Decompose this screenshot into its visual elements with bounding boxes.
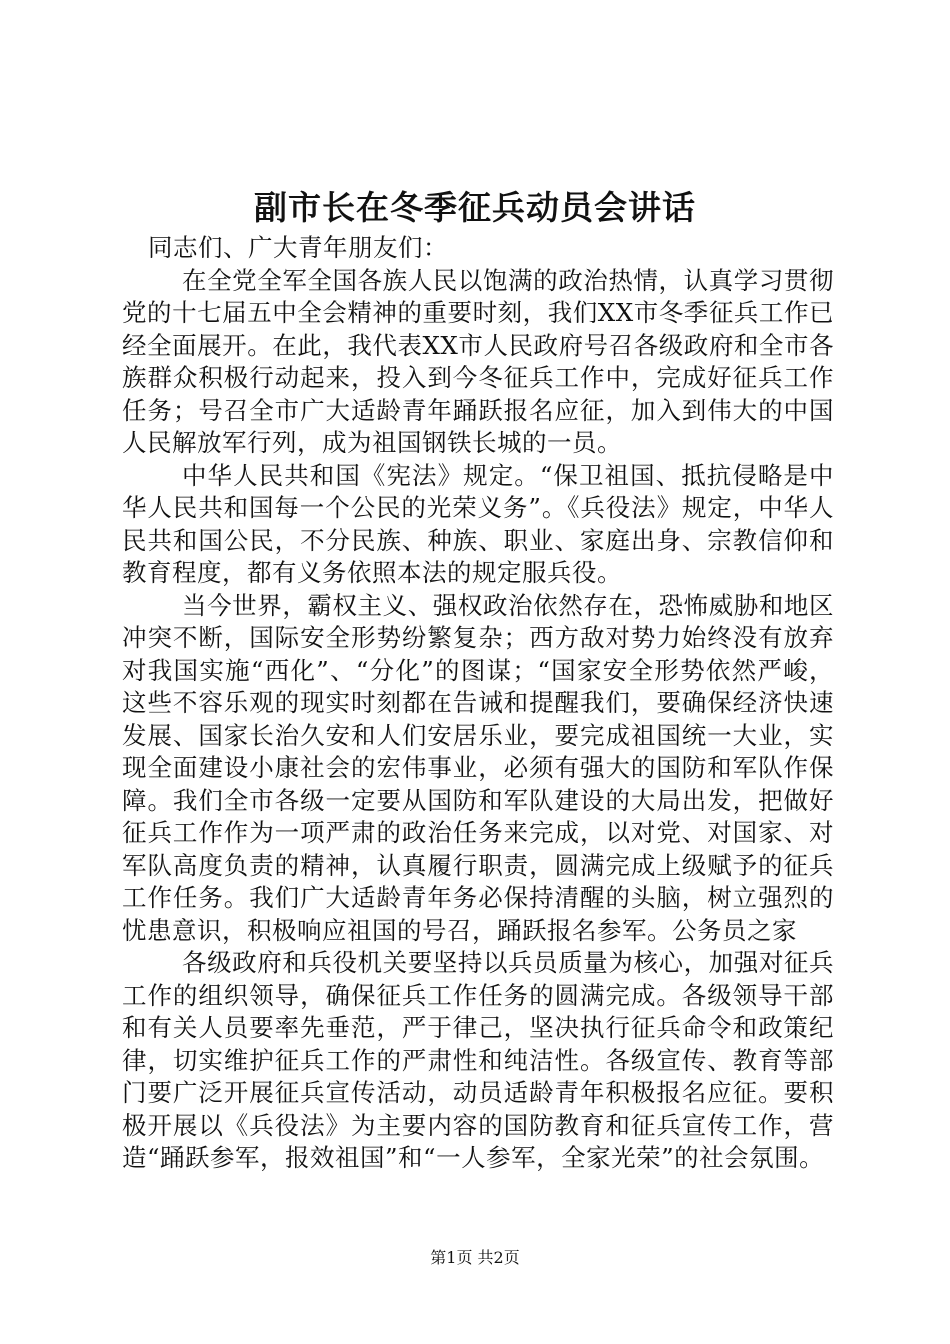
paragraph-3: 当今世界，霸权主义、强权政治依然存在，恐怖威胁和地区冲突不断，国际安全形势纷繁复杂；西方敌对势力始终没有放弃对我国实施“西化”、“分化”的图谋；“国家安全形势依然严峻，这些不容乐观的现实时刻都在告诫和提醒我们，要确保经济快速发展、国家长治久安和人们安居乐业，要完成祖国统一大业，实现全面建设小康社会的宏伟事业，必须有强大的国防和军队作保障。我们全市各级一定要从国防和军队建设的大局出发，把做好征兵工作作为一项严肃的政治任务来完成，以对党、对国家、对军队高度负责的精神，认真履行职责，圆满完成上级赋予的征兵工作任务。我们广大适龄青年务必保持清醒的头脑，树立强烈的忧患意识，积极响应祖国的号召，踊跃报名参军。公务员之家 [122,590,834,945]
paragraph-1: 在全党全军全国各族人民以饱满的政治热情，认真学习贯彻党的十七届五中全会精神的重要时刻，我们XX市冬季征兵工作已经全面展开。在此，我代表XX市人民政府号召各级政府和全市各族群众积极行动起来，投入到今冬征兵工作中，完成好征兵工作任务；号召全市广大适龄青年踊跃报名应征，加入到伟大的中国人民解放军行列，成为祖国钢铁长城的一员。 [122,265,834,457]
paragraph-4: 各级政府和兵役机关要坚持以兵员质量为核心，加强对征兵工作的组织领导，确保征兵工作任务的圆满完成。各级领导干部和有关人员要率先垂范，严于律己，坚决执行征兵命令和政策纪律，切实维护征兵工作的严肃性和纯洁性。各级宣传、教育等部门要广泛开展征兵宣传活动，动员适龄青年积极报名应征。要积极开展以《兵役法》为主要内容的国防教育和征兵宣传工作，营造“踊跃参军，报效祖国”和“一人参军，全家光荣”的社会氛围。 [122,948,834,1172]
salutation: 同志们、广大青年朋友们： [148,233,448,262]
paragraph-2: 中华人民共和国《宪法》规定。“保卫祖国、抵抗侵略是中华人民共和国每一个公民的光荣义务”。《兵役法》规定，中华人民共和国公民，不分民族、种族、职业、家庭出身、宗教信仰和教育程度，都有义务依照本法的规定服兵役。 [122,460,834,587]
document-title: 副市长在冬季征兵动员会讲话 [254,188,696,227]
document-body [122,232,834,1175]
page-number-footer: 第1页 共2页 [430,1248,520,1267]
